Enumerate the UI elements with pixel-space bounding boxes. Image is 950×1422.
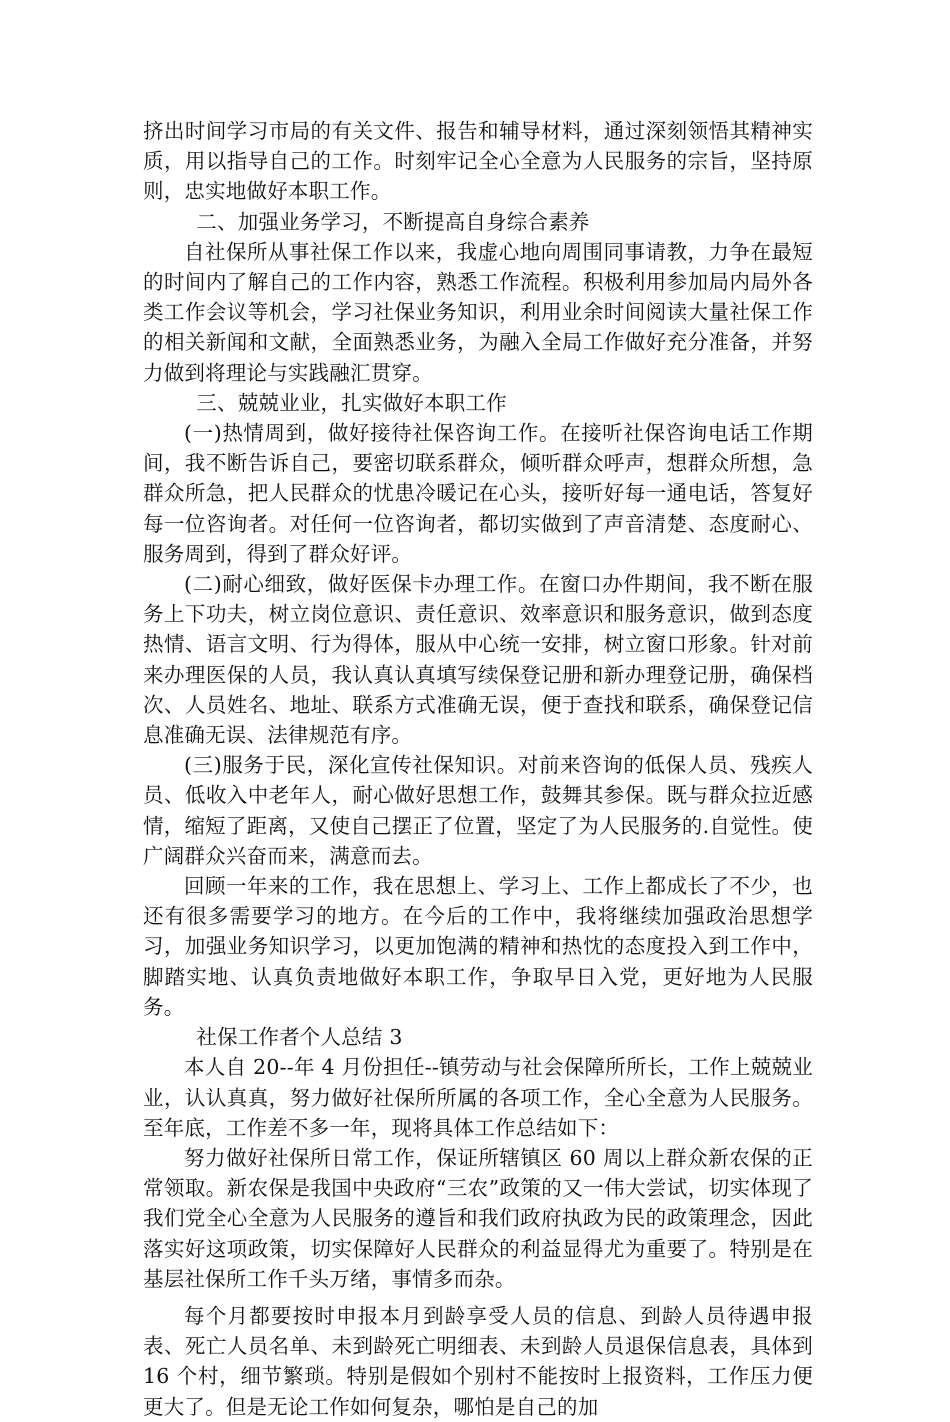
- document-page: [143, 116, 813, 1422]
- paragraph-10: 本人自 20--年 4 月份担任--镇劳动与社会保障所所长，工作上兢兢业业，认认真真，努力做好社保所所属的各项工作，全心全意为人民服务。至年底，工作差不多一年，现将具体工作总结如下：: [143, 1055, 813, 1140]
- paragraph-1: 挤出时间学习市局的有关文件、报告和辅导材料，通过深刻领悟其精神实质，用以指导自己的工作。时刻牢记全心全意为人民服务的宗旨，坚持原则，忠实地做好本职工作。: [143, 119, 813, 204]
- paragraph-8: 回顾一年来的工作，我在思想上、学习上、工作上都成长了不少，也还有很多需要学习的地方。在今后的工作中，我将继续加强政治思想学习，加强业务知识学习，以更加饱满的精神和热忱的态度投入到工作中，脚踏实地、认真负责地做好本职工作，争取早日入党，更好地为人民服务。: [143, 874, 813, 1019]
- paragraph-5: (一)热情周到，做好接待社保咨询工作。在接听社保咨询电话工作期间，我不断告诉自己，要密切联系群众，倾听群众呼声，想群众所想，急群众所急，把人民群众的忧患冷暖记在心头，接听好每一通电话，答复好每一位咨询者。对任何一位咨询者，都切实做到了声音清楚、态度耐心、服务周到，得到了群众好评。: [143, 421, 813, 566]
- section-heading-2: 二、加强业务学习，不断提高自身综合素养: [196, 209, 590, 234]
- paragraph-12: 每个月都要按时申报本月到龄享受人员的信息、到龄人员待遇申报表、死亡人员名单、未到龄死亡明细表、未到龄人员退保信息表，具体到 16 个村，细节繁琐。特别是假如个别村不能按时上报资料，工作压力便更大了。但是无论工作如何复杂，哪怕是自己的加: [143, 1303, 813, 1419]
- paragraph-11: 努力做好社保所日常工作，保证所辖镇区 60 周以上群众新农保的正常领取。新农保是我国中央政府“三农”政策的又一伟大尝试，切实体现了我们党全心全意为人民服务的遵旨和我们政府执政为民的政策理念，因此落实好这项政策，切实保障好人民群众的利益显得尤为重要了。特别是在基层社保所工作千头万绪，事情多而杂。: [143, 1145, 813, 1291]
- paragraph-3: 自社保所从事社保工作以来，我虚心地向周围同事请教，力争在最短的时间内了解自己的工作内容，熟悉工作流程。积极利用参加局内局外各类工作会议等机会，学习社保业务知识，利用业余时间阅读大量社保工作的相关新闻和文献，全面熟悉业务，为融入全局工作做好充分准备，并努力做到将理论与实践融汇贯穿。: [143, 239, 813, 385]
- paragraph-7: (三)服务于民，深化宣传社保知识。对前来咨询的低保人员、残疾人员、低收入中老年人，耐心做好思想工作，鼓舞其参保。既与群众拉近感情，缩短了距离，又使自己摆正了位置，坚定了为人民服务的.自觉性。使广阔群众兴奋而来，满意而去。: [143, 753, 813, 868]
- summary-title: 社保工作者个人总结 3: [196, 1025, 403, 1050]
- paragraph-6: (二)耐心细致，做好医保卡办理工作。在窗口办件期间，我不断在服务上下功夫，树立岗位意识、责任意识、效率意识和服务意识，做到态度热情、语言文明、行为得体，服从中心统一安排，树立窗口形象。针对前来办理医保的人员，我认真认真填写续保登记册和新办理登记册，确保档次、人员姓名、地址、联系方式准确无误，便于查找和联系，确保登记信息准确无误、法律规范有序。: [143, 572, 813, 748]
- section-heading-4: 三、兢兢业业，扎实做好本职工作: [196, 390, 507, 415]
